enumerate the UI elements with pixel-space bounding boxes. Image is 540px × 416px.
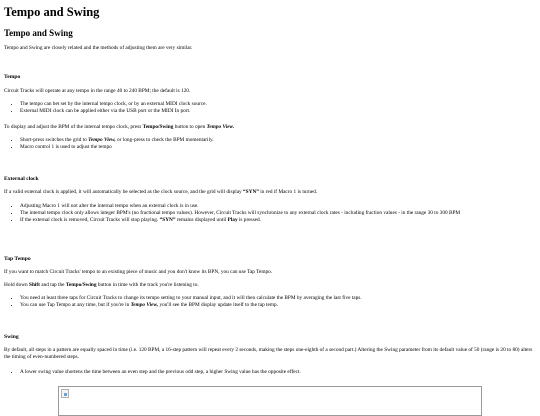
tempo-list-2 (4, 137, 534, 151)
text-segment: button to open (173, 124, 207, 130)
shift-label: Shift (29, 282, 40, 288)
text-segment: or long-press to check the BPM momentarily. (115, 137, 214, 143)
text-segment: button in time with the track you're listening to. (96, 282, 199, 288)
external-clock-section (4, 176, 534, 183)
tempo-swing-button-label: Tempo/Swing (65, 282, 97, 288)
text-segment: You can use Tap Tempo at any time, but if you're in (20, 301, 131, 308)
list-item: • External MIDI clock can be applied either via the USB port or the MIDI In port. (20, 108, 534, 115)
text-segment: If the external clock is removed, Circuit Tracks will stop playing. (20, 216, 160, 223)
syn-label: “SYN” (159, 216, 176, 223)
tempo-swing-button-label: Tempo/Swing (142, 124, 174, 130)
swing-paragraph: By default, all steps in a pattern are equally spaced in time (i.e. 120 BPM, a 16-step pattern will repeat every 2 seconds, making the steps one-eighth of a second part.) Altering the Swing parameter from its default value of 50 (range is 20 to 80) alters the timing of even-numbered steps. (4, 347, 533, 360)
tap-tempo-paragraph: If you want to match Circuit Tracks' tempo to an existing piece of music and you don't know its BPN, you can use Tap Tempo. (4, 269, 273, 275)
swing-heading: Swing (4, 334, 19, 340)
tempo-paragraph: Circuit Tracks will operate at any tempo in the range 40 to 240 BPM; the default is 120. (4, 88, 191, 94)
list-item: • You need at least three taps for Circuit Tracks to change its tempo setting to your manual input, and it will then calculate the BPM by averaging the last five taps. (20, 295, 534, 302)
text-segment: is pressed. (237, 216, 262, 223)
tap-tempo-body (4, 269, 534, 276)
swing-body (4, 347, 534, 361)
swing-section (4, 334, 534, 341)
text-segment: you'll see the BPM display update itself to the tap temp. (158, 301, 278, 308)
page-title: Tempo and Swing (4, 5, 100, 19)
intro-block (4, 45, 534, 52)
tap-tempo-instruction (4, 282, 534, 289)
text-segment: If a valid external clock is applied, it will automatically be selected as the clock source, and the grid will display (4, 189, 244, 195)
text-segment: Short-press switches the grid to (20, 137, 89, 143)
text-segment: in red if Macro 1 is turned. (258, 189, 318, 195)
broken-image-icon (61, 389, 69, 398)
list-item: • Adjusting Macro 1 will not alter the internal tempo when an external clock is in use. (20, 203, 534, 210)
text-segment: Hold down (4, 282, 30, 288)
tap-tempo-section (4, 256, 534, 263)
tempo-section (4, 74, 534, 81)
list-item: • Macro control 1 is used to adjust the tempo (20, 144, 534, 151)
tempo-view-label: Tempo View, (130, 301, 159, 308)
list-item (20, 137, 534, 144)
external-clock-list (4, 203, 534, 224)
list-item: • The internal tempo clock only allows integer BPM's (no fractional tempo values). However, Circuit Tracks will synchronize to any external clock rates - including fraction values - in the range 30 to 300 BPM (20, 210, 534, 217)
text-segment: remains displayed until (175, 216, 228, 223)
list-item (20, 302, 534, 309)
text-segment: and tap the (39, 282, 66, 288)
tempo-view-paragraph (4, 124, 534, 131)
tempo-view-label: Tempo View, (88, 137, 116, 143)
list-item: • A lower swing value shortens the time between an even step and the previous odd step, a higher Swing value has the opposite effect. (20, 369, 534, 376)
section-title: Tempo and Swing (4, 28, 73, 38)
play-label: Play (227, 216, 238, 223)
broken-image-placeholder (58, 386, 482, 416)
tempo-heading: Tempo (4, 74, 21, 80)
intro-paragraph: Tempo and Swing are closely related and the methods of adjusting them are very similar. (4, 45, 193, 51)
list-item (20, 217, 534, 224)
tap-tempo-heading: Tap Tempo (4, 256, 31, 262)
tap-tempo-list (4, 295, 534, 309)
text-segment: To display and adjust the BPM of the internal tempo clock, press (4, 124, 143, 130)
swing-list (4, 369, 534, 376)
syn-label: “SYN” (243, 189, 259, 195)
tempo-body (4, 88, 534, 95)
external-clock-body (4, 189, 534, 196)
external-clock-heading: External clock (4, 176, 39, 182)
tempo-list-1 (4, 101, 534, 115)
list-item: • The tempo can bet set by the internal tempo clock, or by an external MIDI clock source. (20, 101, 534, 108)
tempo-view-label: Tempo View. (206, 124, 235, 130)
